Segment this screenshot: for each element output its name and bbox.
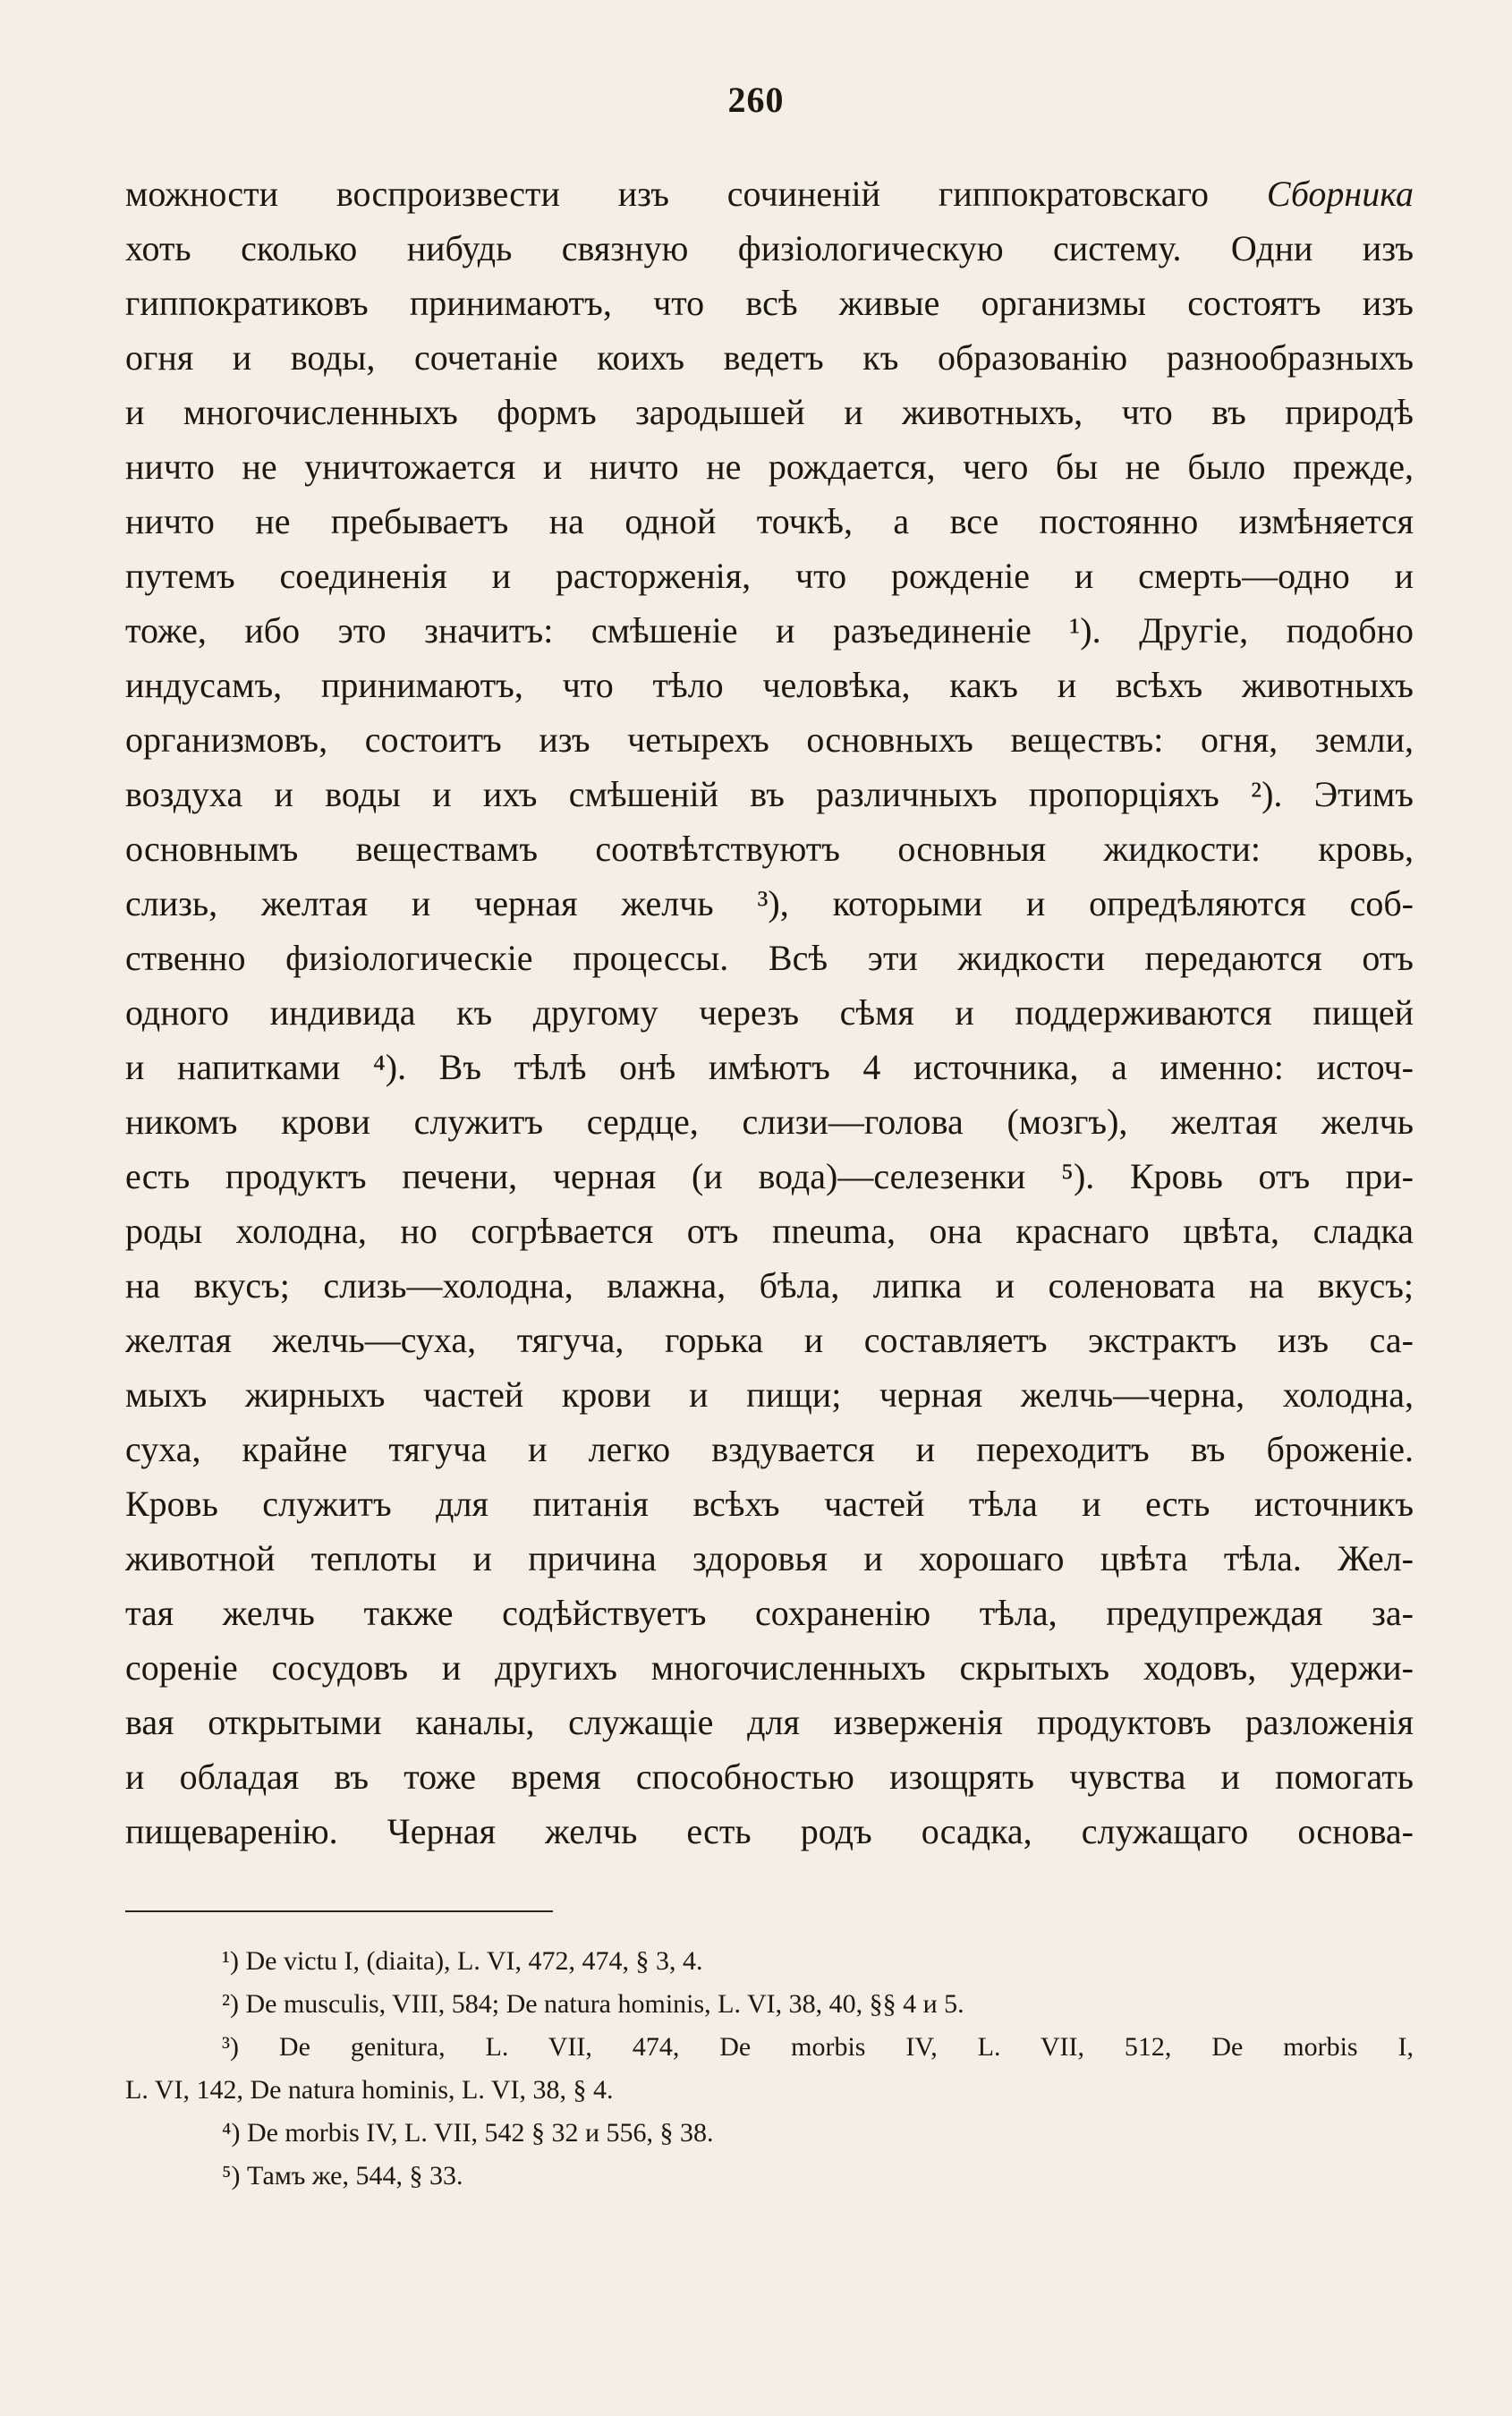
text-line: на вкусъ; слизь—холодна, влажна, бѣла, липка и соленовата на вкусъ; <box>125 1265 1414 1306</box>
text-line: Кровь служитъ для питанія всѣхъ частей тѣла и есть источникъ <box>125 1484 1414 1524</box>
text-line: гиппократиковъ принимаютъ, что всѣ живые организмы состоятъ изъ <box>125 283 1414 323</box>
text-line: огня и воды, сочетаніе коихъ ведетъ къ образованію разнообразныхъ <box>125 337 1414 378</box>
text-line: ничто не пребываетъ на одной точкѣ, а все постоянно измѣняется <box>125 501 1414 541</box>
text-line: слизь, желтая и черная желчь ³), которыми и опредѣляются соб- <box>125 883 1414 923</box>
footnote-line: ³) De genitura, L. VII, 474, De morbis IV, L. VII, 512, De morbis I, <box>222 2032 1414 2062</box>
footnotes <box>125 1940 1414 2198</box>
text-line: есть продуктъ печени, черная (и вода)—селезенки ⁵). Кровь отъ при- <box>125 1156 1414 1196</box>
text-line: организмовъ, состоитъ изъ четырехъ основныхъ веществъ: огня, земли, <box>125 719 1414 760</box>
text-line: желтая желчь—суха, тягуча, горька и составляетъ экстрактъ изъ са- <box>125 1320 1414 1360</box>
text-line: основнымъ веществамъ соотвѣтствуютъ основныя жидкости: кровь, <box>125 829 1414 869</box>
text-line: сореніе сосудовъ и другихъ многочисленныхъ скрытыхъ ходовъ, удержи- <box>125 1647 1414 1688</box>
text-line: вая открытыми каналы, служащіе для изверженія продуктовъ разложенія <box>125 1702 1414 1742</box>
text-line: хоть сколько нибудь связную физіологическую систему. Одни изъ <box>125 228 1414 268</box>
text-line: животной теплоты и причина здоровья и хорошаго цвѣта тѣла. Жел- <box>125 1538 1414 1578</box>
text-line: ственно физіологическіе процессы. Всѣ эти жидкости передаются отъ <box>125 938 1414 978</box>
text-line: тая желчь также содѣйствуетъ сохраненію тѣла, предупреждая за- <box>125 1593 1414 1633</box>
text-line: можности воспроизвести изъ сочиненій гиппократовскаго Сборника <box>125 174 1414 214</box>
footnote-line: ¹) De victu I, (diaita), L. VI, 472, 474, § 3, 4. <box>222 1946 703 1976</box>
text-line: мыхъ жирныхъ частей крови и пищи; черная желчь—черна, холодна, <box>125 1374 1414 1415</box>
text-line: роды холодна, но согрѣвается отъ пneuma, она краснаго цвѣта, сладка <box>125 1211 1414 1251</box>
footnote-rule <box>125 1910 553 1912</box>
footnote-line: ²) De musculis, VIII, 584; De natura hominis, L. VI, 38, 40, §§ 4 и 5. <box>222 1989 964 2019</box>
text-line: индусамъ, принимаютъ, что тѣло человѣка, какъ и всѣхъ животныхъ <box>125 665 1414 705</box>
text-line: никомъ крови служитъ сердце, слизи—голова (мозгъ), желтая желчь <box>125 1102 1414 1142</box>
text-line: ничто не уничтожается и ничто не рождается, чего бы не было прежде, <box>125 447 1414 487</box>
main-text <box>125 166 1414 1859</box>
footnote-line: L. VI, 142, De natura hominis, L. VI, 38, § 4. <box>125 2075 614 2105</box>
text-line: и многочисленныхъ формъ зародышей и животныхъ, что въ природѣ <box>125 392 1414 432</box>
text-line: тоже, ибо это значитъ: смѣшеніе и разъединеніе ¹). Другіе, подобно <box>125 610 1414 651</box>
italic-word: Сборника <box>1266 174 1414 214</box>
text-line: и обладая въ тоже время способностью изощрять чувства и помогать <box>125 1757 1414 1797</box>
text-line: одного индивида къ другому черезъ сѣмя и поддерживаются пищей <box>125 992 1414 1033</box>
page-number: 260 <box>727 80 785 120</box>
text-line: пищеваренію. Черная желчь есть родъ осадка, служащаго основа- <box>125 1811 1414 1851</box>
footnote-line: ⁵) Тамъ же, 544, § 33. <box>222 2161 463 2191</box>
text-line: и напитками ⁴). Въ тѣлѣ онѣ имѣютъ 4 источника, а именно: источ- <box>125 1047 1414 1087</box>
text-line: воздуха и воды и ихъ смѣшеній въ различныхъ пропорціяхъ ²). Этимъ <box>125 774 1414 814</box>
text-line: суха, крайне тягуча и легко вздувается и переходитъ въ броженіе. <box>125 1429 1414 1469</box>
footnote-line: ⁴) De morbis IV, L. VII, 542 § 32 и 556, § 38. <box>222 2118 714 2148</box>
text-line: путемъ соединенія и расторженія, что рожденіе и смерть—одно и <box>125 556 1414 596</box>
